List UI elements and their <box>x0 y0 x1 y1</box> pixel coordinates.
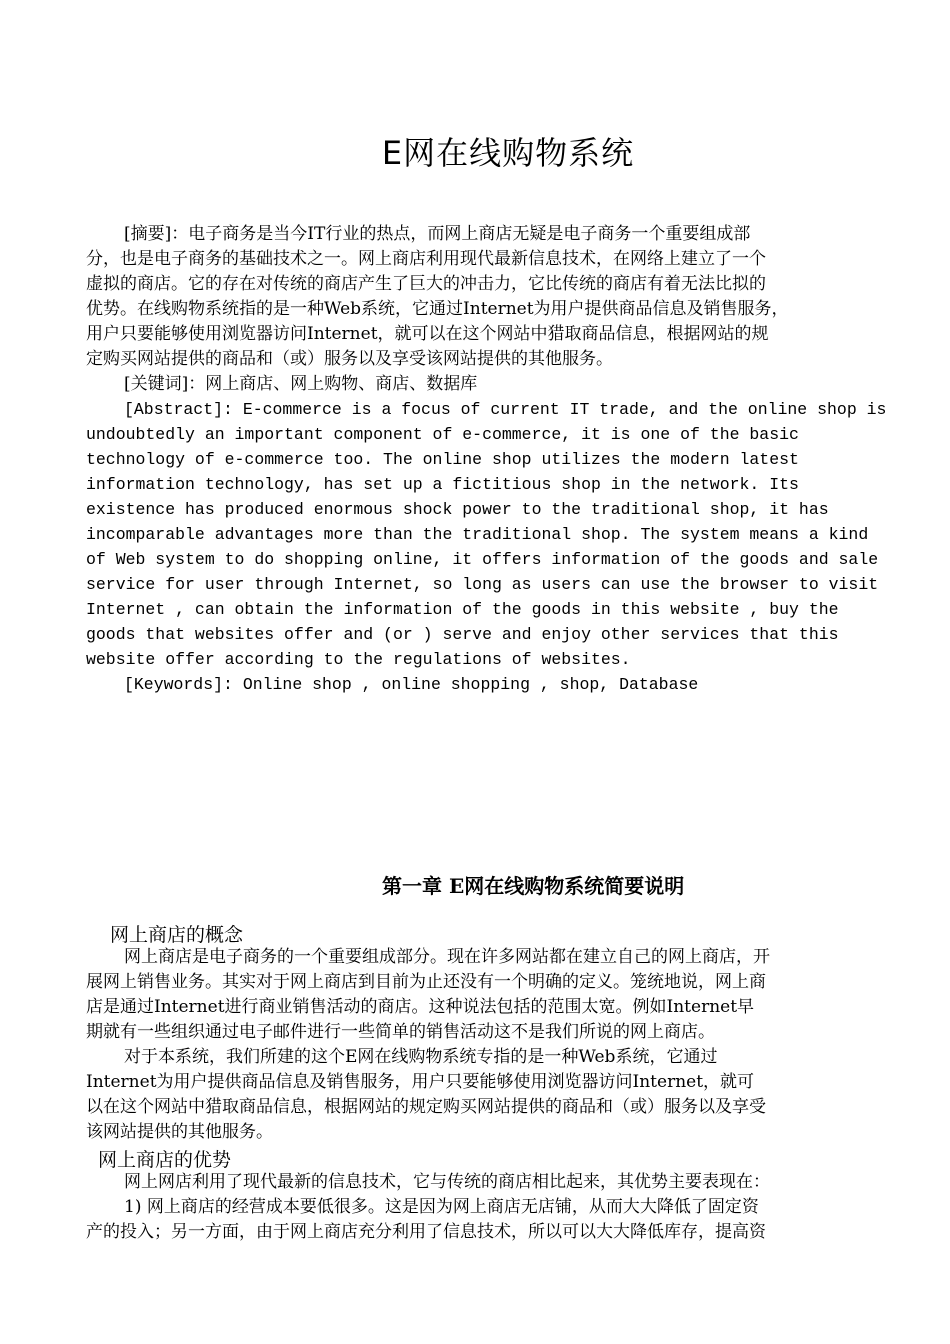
paragraph-line: 对于本系统，我们所建的这个E网在线购物系统专指的是一种Web系统，它通过 <box>124 1047 718 1067</box>
abstract-en <box>86 397 887 697</box>
abstract-cn-line: 用户只要能够使用浏览器访问Internet，就可以在这个网站中猎取商品信息，根据网站的规 <box>86 324 769 344</box>
paragraph-line: 该网站提供的其他服务。 <box>86 1122 273 1142</box>
abstract-en-line: incomparable advantages more than the traditional shop. The system means a kind <box>86 525 869 544</box>
section-concept-body <box>86 945 862 1145</box>
abstract-cn-line: 分，也是电子商务的基础技术之一。网上商店利用现代最新信息技术，在网络上建立了一个 <box>86 249 766 269</box>
paragraph-line: 店是通过Internet进行商业销售活动的商店。这种说法包括的范围太宽。例如Internet早 <box>86 997 755 1017</box>
abstract-en-line: technology of e-commerce too. The online shop utilizes the modern latest <box>86 450 799 469</box>
section-heading-advantages: 网上商店的优势 <box>98 1149 232 1171</box>
abstract-cn-line: 定购买网站提供的商品和（或）服务以及享受该网站提供的其他服务。 <box>86 349 613 369</box>
paragraph-line: 以在这个网站中猎取商品信息，根据网站的规定购买网站提供的商品和（或）服务以及享受 <box>86 1097 766 1117</box>
section-heading-concept: 网上商店的概念 <box>110 924 244 946</box>
paragraph-line: 网上网店利用了现代最新的信息技术，它与传统的商店相比起来，其优势主要表现在： <box>124 1172 770 1192</box>
abstract-cn <box>86 222 862 397</box>
abstract-cn-line: [摘要]：电子商务是当今IT行业的热点，而网上商店无疑是电子商务一个重要组成部 <box>124 224 751 244</box>
abstract-en-line: service for user through Internet, so long as users can use the browser to visit <box>86 575 879 594</box>
abstract-cn-line: 优势。在线购物系统指的是一种Web系统，它通过Internet为用户提供商品信息及销售服务， <box>86 299 789 319</box>
abstract-en-line: of Web system to do shopping online, it offers information of the goods and sale <box>86 550 879 569</box>
paragraph-line: 1) 网上商店的经营成本要低很多。这是因为网上商店无店铺，从而大大降低了固定资 <box>124 1197 759 1217</box>
abstract-en-line: existence has produced enormous shock power to the traditional shop, it has <box>86 500 829 519</box>
keywords-en: [Keywords]: Online shop , online shopping , shop, Database <box>124 675 699 694</box>
paragraph-line: 期就有一些组织通过电子邮件进行一些简单的销售活动这不是我们所说的网上商店。 <box>86 1022 715 1042</box>
paragraph-line: 产的投入；另一方面，由于网上商店充分利用了信息技术，所以可以大大降低库存，提高资 <box>86 1222 766 1242</box>
paragraph-line: Internet为用户提供商品信息及销售服务，用户只要能够使用浏览器访问Internet，就可 <box>86 1072 755 1092</box>
abstract-en-line: website offer according to the regulations of websites. <box>86 650 631 669</box>
paragraph-line: 展网上销售业务。其实对于网上商店到目前为止还没有一个明确的定义。笼统地说，网上商 <box>86 972 766 992</box>
abstract-en-line: [Abstract]: E-commerce is a focus of current IT trade, and the online shop is <box>124 400 887 419</box>
paragraph-line: 网上商店是电子商务的一个重要组成部分。现在许多网站都在建立自己的网上商店，开 <box>124 947 770 967</box>
abstract-cn-line: 虚拟的商店。它的存在对传统的商店产生了巨大的冲击力，它比传统的商店有着无法比拟的 <box>86 274 766 294</box>
document-title: E网在线购物系统 <box>381 134 635 172</box>
chapter-title: 第一章 E网在线购物系统简要说明 <box>382 874 685 898</box>
keywords-cn: [关键词]：网上商店、网上购物、商店、数据库 <box>124 374 478 394</box>
abstract-en-line: information technology, has set up a fictitious shop in the network. Its <box>86 475 799 494</box>
abstract-en-line: undoubtedly an important component of e-commerce, it is one of the basic <box>86 425 799 444</box>
section-advantages-body <box>86 1170 862 1245</box>
abstract-en-line: goods that websites offer and (or ) serve and enjoy other services that this <box>86 625 839 644</box>
abstract-en-line: Internet , can obtain the information of the goods in this website , buy the <box>86 600 839 619</box>
